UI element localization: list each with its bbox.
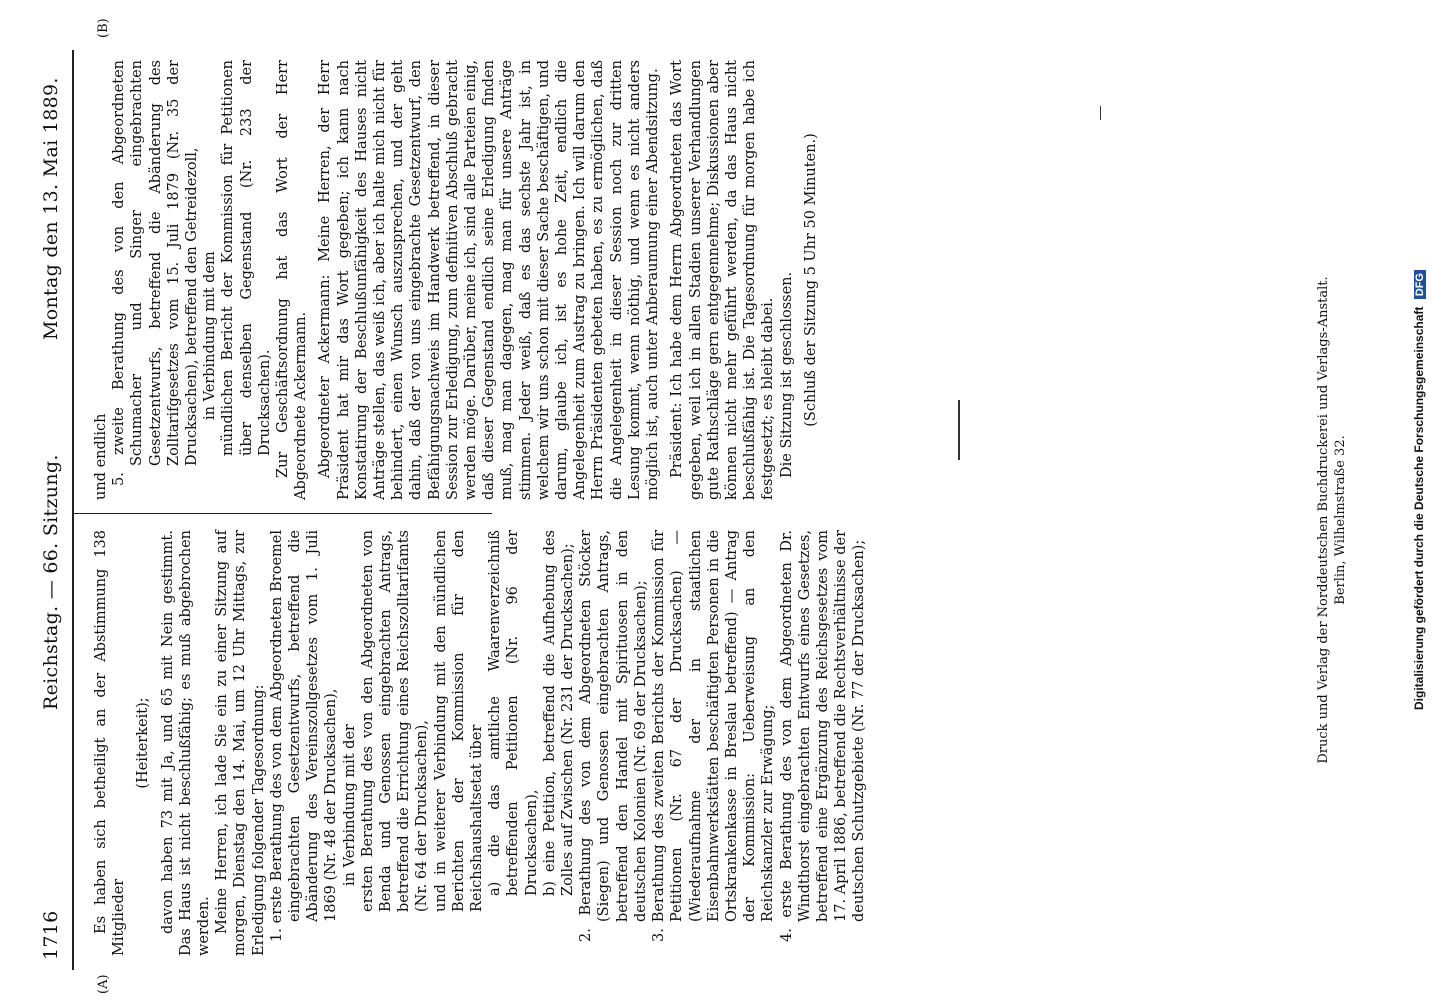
- list-item: 5. zweite Berathung des von den Abgeordneten Schumacher und Singer eingebrachten Gesetzentwurfs, betreffend die Abänderung des Zolltarifgesetzes vom 15. Juli 1879 (Nr. 35 der Drucksachen), betreffend den Getreidezoll,: [111, 60, 201, 486]
- page-header-date: Montag den 13. Mai 1889.: [40, 77, 62, 340]
- page-number: 1716: [40, 910, 62, 960]
- left-column: [92, 530, 869, 956]
- session-end-note: (Schluß der Sitzung 5 Uhr 50 Minuten.): [802, 133, 819, 427]
- paragraph: Zur Geschäftsordnung hat das Wort der Herr Abgeordnete Ackermann.: [275, 60, 310, 500]
- list-item: 3. Berathung des zweiten Berichts der Kommission für Petitionen (Nr. 67 der Drucksachen) — (Wiederaufnahme der in staatlichen Eisenbahnwerkstätten beschäftigten Personen in die Ortskrankenkasse in Breslau betreffend) — Antrag der Kommission: Ueberweisung an den Reichskanzler zur Erwägung;: [651, 530, 777, 942]
- page-header-title: Reichstag. — 66. Sitzung.: [40, 454, 62, 710]
- digitization-note: [1412, 10, 1426, 970]
- column-separator: [72, 513, 492, 514]
- paragraph: und endlich: [93, 413, 109, 500]
- scan-line: [1100, 106, 1101, 120]
- digitization-text: Digitalisierung gefördert durch die Deutsche Forschungsgemeinschaft: [1412, 306, 1426, 710]
- paragraph: (Heiterkeit);: [135, 697, 152, 789]
- margin-mark-right: (B): [96, 18, 111, 38]
- right-column: [92, 60, 820, 500]
- printer-imprint: [1315, 110, 1349, 930]
- dfg-logo: DFG: [1414, 270, 1426, 299]
- paragraph: Die Sitzung ist geschlossen.: [778, 271, 795, 478]
- paragraph: Meine Herren, ich lade Sie ein zu einer Sitzung auf morgen, Dienstag den 14. Mai, um 12 Uhr Mittags, zur Erledigung folgender Tagesordnung:: [214, 530, 267, 956]
- margin-mark-left: (A): [96, 974, 111, 994]
- header-rule: [72, 50, 74, 970]
- paragraph: Es haben sich betheiligt an der Abstimmung 138 Mitglieder: [93, 530, 128, 956]
- paragraph: und in weiterer Verbindung mit den mündlichen Berichten der Kommission für den Reichshaushaltsetat über: [432, 530, 486, 912]
- speech-president: Präsident: Ich habe dem Herrn Abgeordneten das Wort gegeben, weil ich in allen Stadien unserer Verhandlungen gute Rathschläge gern entgegennehme; Diskussionen aber können nicht mehr geführt werden, da das Haus nicht beschlußfähig ist. Die Tagesordnung für morgen habe ich festgesetzt; es bleibt dabei.: [669, 60, 777, 500]
- list-item: a) die das amtliche Waarenverzeichniß betreffenden Petitionen (Nr. 96 der Drucksachen),: [487, 530, 540, 896]
- scan-line: [958, 400, 960, 460]
- imprint-line-1: Druck und Verlag der Norddeutschen Buchdruckerei und Verlags-Anstalt.: [1316, 276, 1331, 764]
- paragraph: ersten Berathung des von den Abgeordneten von Benda und Genossen eingebrachten Antrags, betreffend die Errichtung eines Reichszolltarifamts (Nr. 64 der Drucksachen),: [359, 530, 431, 912]
- list-item: 1. erste Berathung des von dem Abgeordneten Broemel eingebrachten Gesetzentwurfs, betreffend die Abänderung des Vereinszollgesetzes vom 1. Juli 1869 (Nr. 48 der Drucksachen),: [268, 530, 340, 942]
- imprint-line-2: Berlin, Wilhelmstraße 32.: [1333, 435, 1348, 605]
- paragraph: in Verbindung mit dem: [202, 251, 219, 420]
- paragraph: mündlichen Bericht der Kommission für Petitionen über denselben Gegenstand (Nr. 233 der Drucksachen).: [220, 60, 273, 456]
- list-item: 2. Berathung des von dem Abgeordneten Stöcker (Siegen) und Genossen eingebrachten Antrags, betreffend den Handel mit Spirituosen in den deutschen Kolonien (Nr. 69 der Drucksachen);: [578, 530, 649, 942]
- paragraph: in Verbindung mit der: [341, 724, 358, 886]
- list-item: 4. erste Berathung des von dem Abgeordneten Dr. Windthorst eingebrachten Entwurfs eines Gesetzes, betreffend eine Ergänzung des Reichsgesetzes vom 17. April 1886, betreffend die Rechtsverhältnisse der deutschen Schutzgebiete (Nr. 77 der Drucksachen);: [778, 529, 868, 942]
- speech-ackermann: Abgeordneter Ackermann: Meine Herren, der Herr Präsident hat mir das Wort gegeben; ich kann nach Konstatirung der Beschlußunfähigkeit des Hauses nicht Anträge stellen, das weiß ich, aber ich halte mich nicht für behindert, einen Wunsch auszusprechen, und der geht dahin, daß der von uns eingebrachte Gesetzentwurf, den Befähigungsnachweis im Handwerk betreffend, in dieser Session zur Erledigung, zum definitiven Abschluß gebracht werden möge. Darüber, meine ich, sind alle Parteien einig, daß dieser Gegenstand endlich seine Erledigung finden muß, mag man dagegen, mag man für unsere Anträge stimmen. Jeder weiß, daß es das sechste Jahr ist, in welchem wir uns schon mit dieser Sache beschäftigen, und darum, glaube ich, ist es hohe Zeit, endlich die Angelegenheit zum Austrag zu bringen. Ich will darum den Herrn Präsidenten gebeten haben, es zu ermöglichen, daß die Angelegenheit in dieser Session noch zur dritten Lesung kommt, wenn nöthig, und wenn es nicht anders möglich ist, auch unter Anberaumung einer Abendsitzung.: [317, 60, 662, 500]
- list-item: b) eine Petition, betreffend die Aufhebung des Zolles auf Zwischen (Nr. 231 der Drucksachen);: [541, 530, 577, 896]
- paragraph: davon haben 73 mit Ja, und 65 mit Nein gestimmt. Das Haus ist nicht beschlußfähig; es muß abgebrochen werden.: [159, 530, 213, 956]
